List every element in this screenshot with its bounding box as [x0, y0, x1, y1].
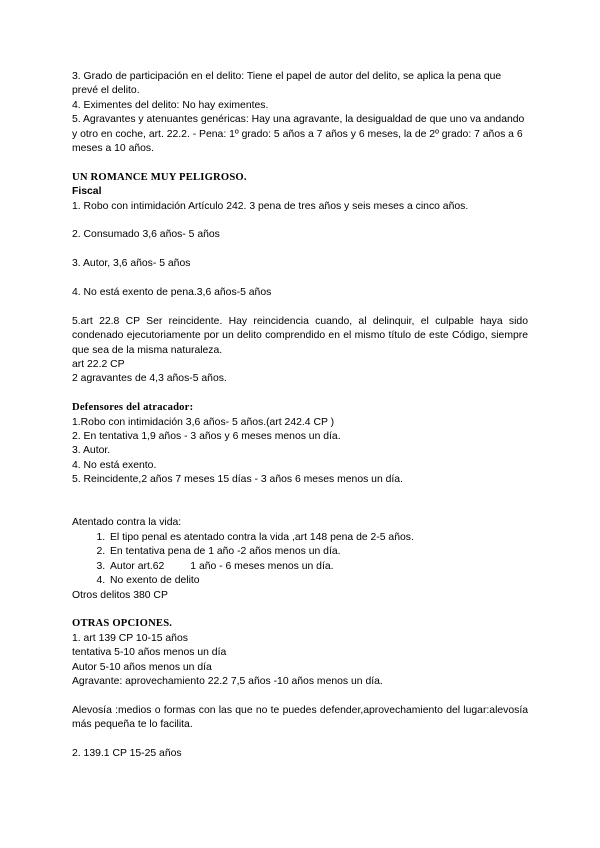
spacer: [72, 689, 528, 703]
list-item: 4. No exento de delito: [108, 574, 528, 588]
spacer: [72, 502, 528, 516]
paragraph-eximentes: 4. Eximentes del delito: No hay eximentes.: [72, 99, 269, 111]
fiscal-item-3: 3. Autor, 3,6 años- 5 años: [72, 258, 191, 270]
spacer: [72, 243, 528, 257]
list-item: 3. Autor art.62 1 año - 6 meses menos un día.: [108, 560, 528, 574]
spacer: [72, 387, 528, 401]
fiscal-item-1: 1. Robo con intimidación Artículo 242. 3 pena de tres años y seis meses a cinco años.: [72, 200, 469, 212]
section-heading-romance: UN ROMANCE MUY PELIGROSO.: [72, 171, 247, 183]
opciones-line-3: Autor 5-10 años menos un día: [72, 661, 212, 673]
spacer: [72, 272, 528, 286]
paragraph-participacion: 3. Grado de participación en el delito: Tiene el papel de autor del delito, se aplica la pena que prevé el delito.: [72, 71, 502, 97]
opciones-line-4: Agravante: aprovechamiento 22.2 7,5 años -10 años menos un día.: [72, 675, 383, 687]
section-heading-opciones: OTRAS OPCIONES.: [72, 618, 173, 630]
defensores-item-1: 1.Robo con intimidación 3,6 años- 5 años.(art 242.4 CP ): [72, 416, 335, 428]
spacer: [72, 214, 528, 228]
defensores-item-3: 3. Autor.: [72, 445, 111, 457]
fiscal-item-4: 4. No está exento de pena.3,6 años-5 años: [72, 287, 272, 299]
list-item: 2. En tentativa pena de 1 año -2 años menos un día.: [108, 545, 528, 559]
opciones-line-1: 1. art 139 CP 10-15 años: [72, 632, 188, 644]
atentado-otros: Otros delitos 380 CP: [72, 589, 168, 601]
document-body: [72, 70, 528, 761]
spacer: [72, 733, 528, 747]
spacer: [72, 488, 528, 502]
paragraph-alevosia: Alevosía :medios o formas con las que no te puedes defender,aprovechamiento del lugar:alevosía más pequeña te lo facilita.: [72, 704, 528, 731]
fiscal-agravantes-line: 2 agravantes de 4,3 años-5 años.: [72, 373, 227, 385]
section-heading-defensores: Defensores del atracador:: [72, 402, 194, 414]
atentado-list: [72, 531, 528, 589]
spacer: [72, 300, 528, 314]
fiscal-item-2: 2. Consumado 3,6 años- 5 años: [72, 229, 220, 241]
opciones-last-line: 2. 139.1 CP 15-25 años: [72, 747, 182, 759]
list-item: 1. El tipo penal es atentado contra la vida ,art 148 pena de 2-5 años.: [108, 531, 528, 545]
spacer: [72, 603, 528, 617]
atentado-title: Atentado contra la vida:: [72, 517, 182, 529]
opciones-line-2: tentativa 5-10 años menos un día: [72, 647, 227, 659]
subheading-fiscal: Fiscal: [72, 186, 102, 198]
defensores-item-4: 4. No está exento.: [72, 459, 157, 471]
defensores-item-2: 2. En tentativa 1,9 años - 3 años y 6 meses menos un día.: [72, 431, 341, 443]
paragraph-agravantes: 5. Agravantes y atenuantes genéricas: Hay una agravante, la desigualdad de que uno va andando y otro en coche, art. 22.2. - Pena: 1º grado: 5 años a 7 años y 6 meses, la de 2º grado: 7 años a 6 meses a 10 años.: [72, 114, 525, 155]
spacer: [72, 156, 528, 170]
fiscal-art-line: art 22.2 CP: [72, 359, 125, 371]
fiscal-item-5: 5.art 22.8 CP Ser reincidente. Hay reincidencia cuando, al delinquir, el culpable haya sido condenado ejecutoriamente por un delito comprendido en el mismo título de este Código, siempre que sea de la misma naturaleza.: [72, 315, 528, 356]
defensores-item-5: 5. Reincidente,2 años 7 meses 15 días - 3 años 6 meses menos un día.: [72, 474, 403, 486]
